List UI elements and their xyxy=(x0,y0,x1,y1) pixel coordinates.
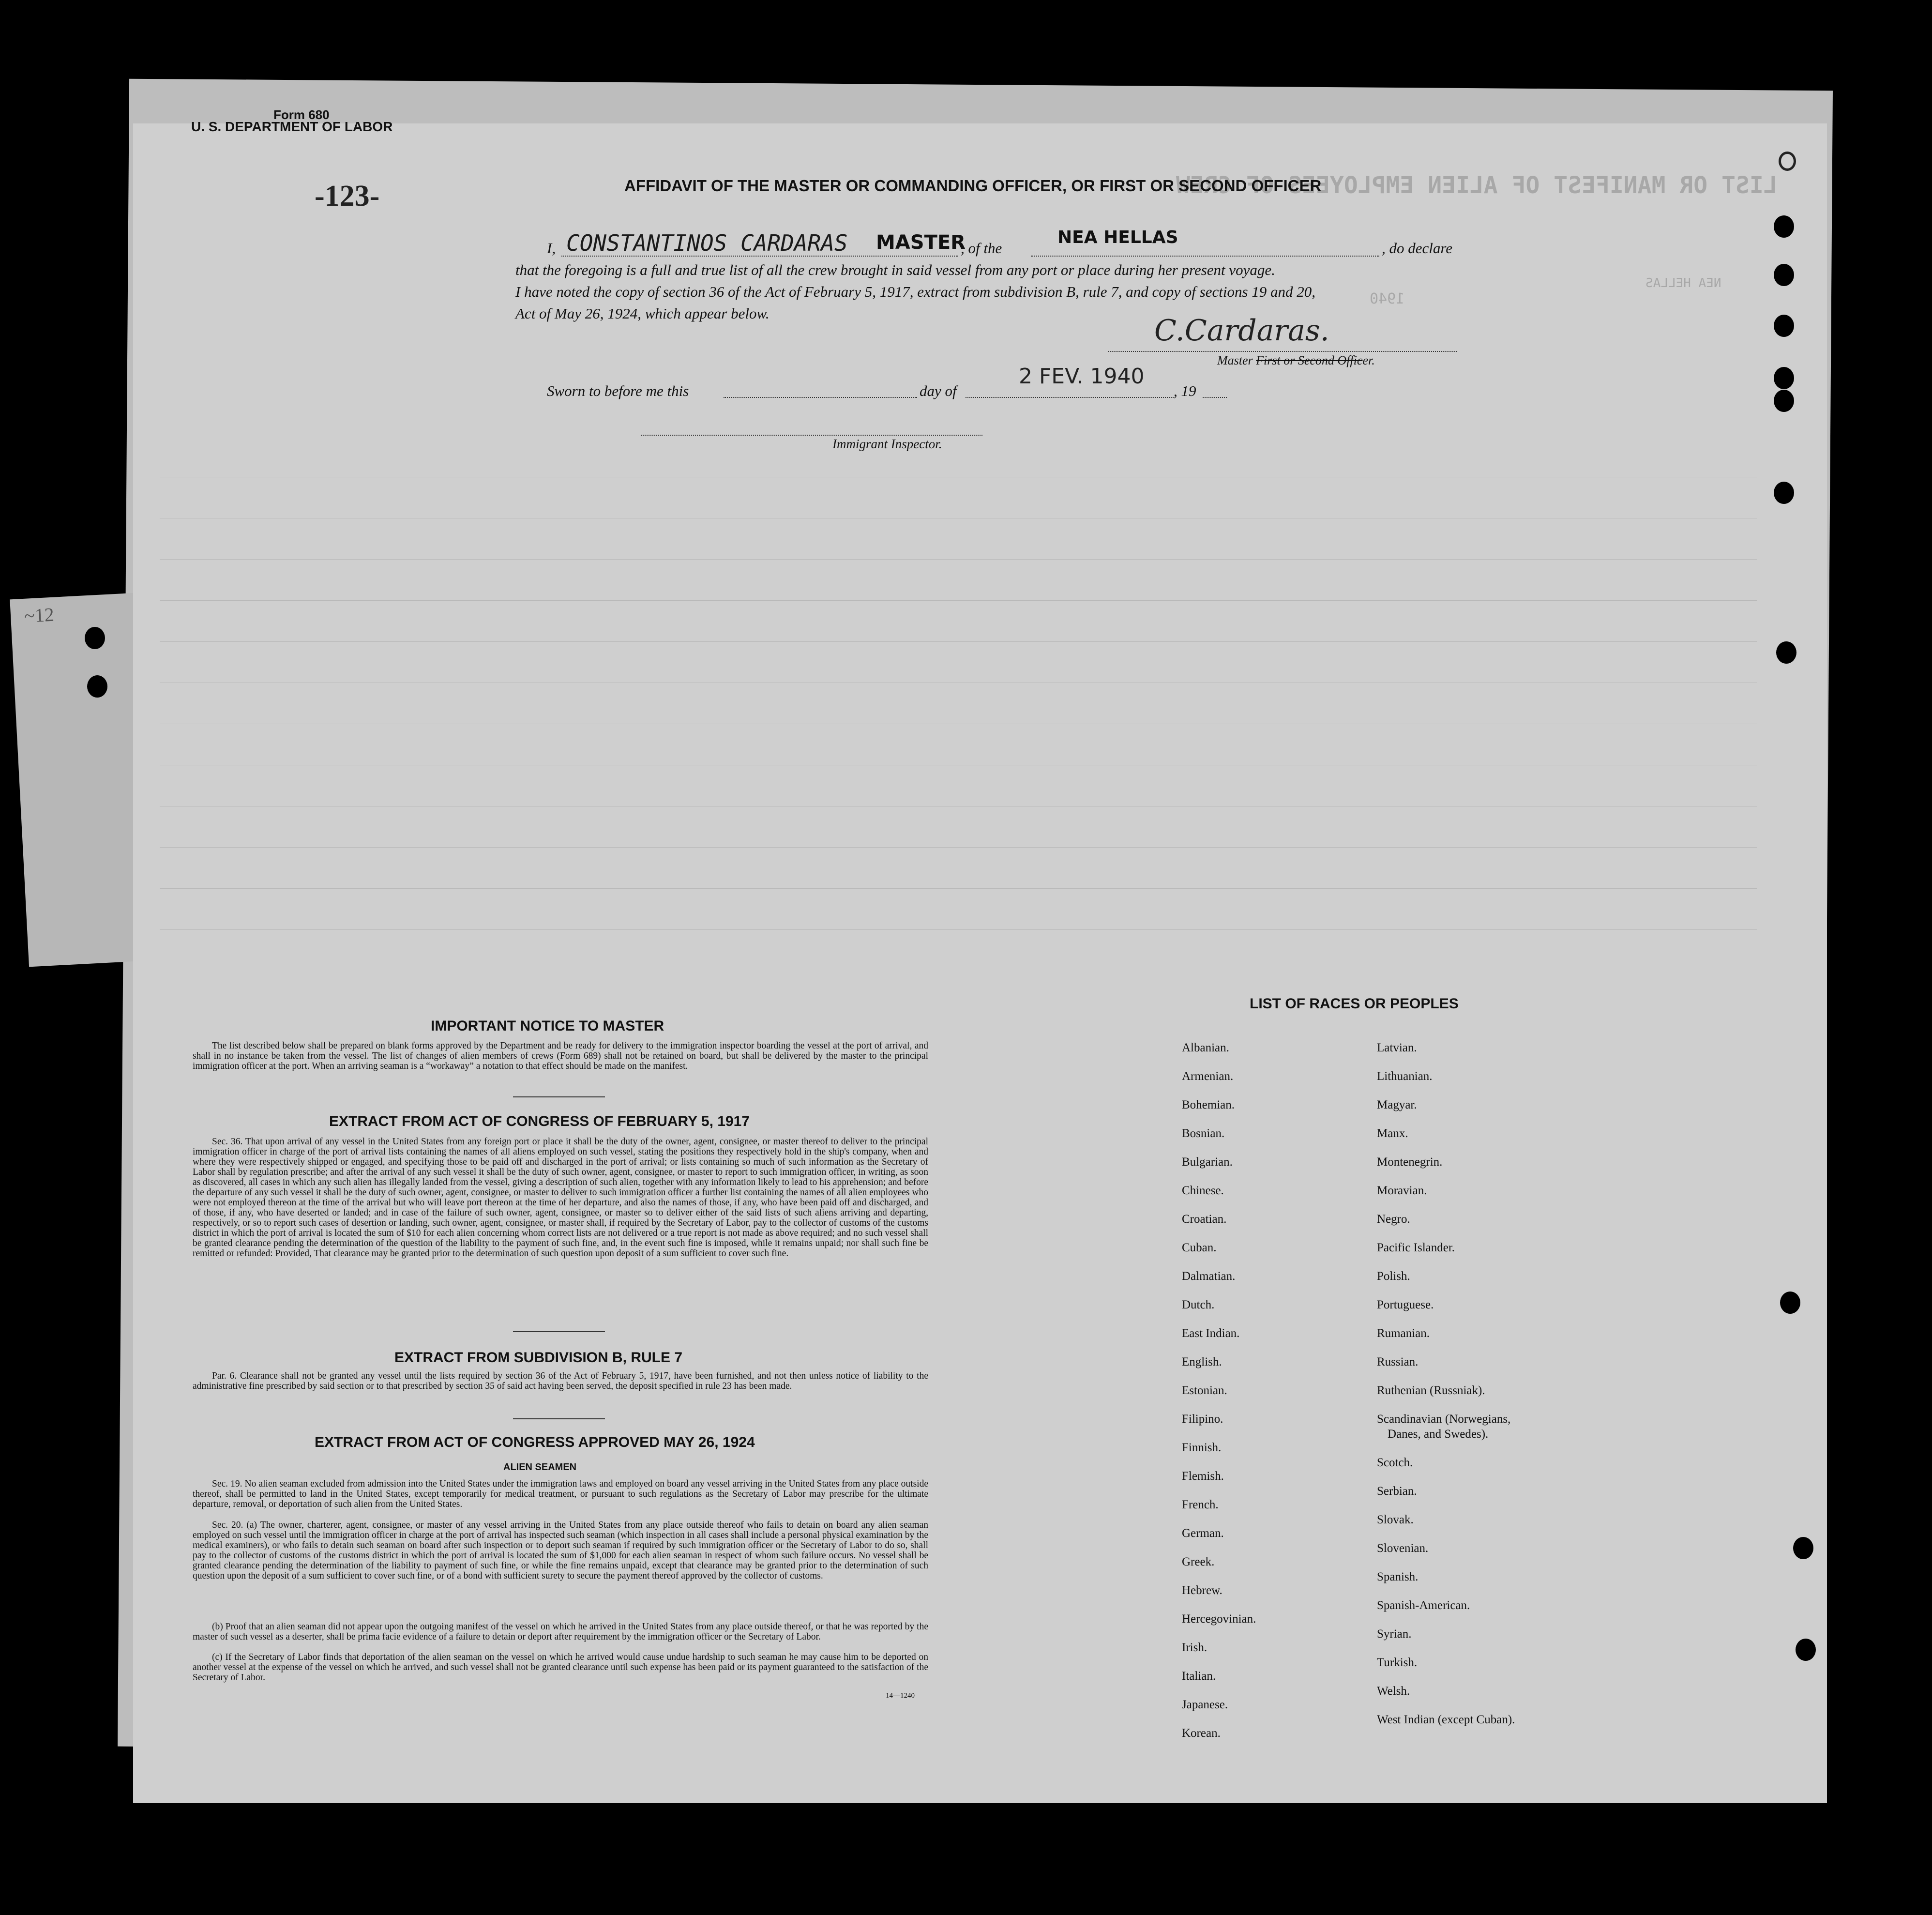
punch-hole xyxy=(1774,264,1794,286)
race-item: Serbian. xyxy=(1377,1485,1417,1498)
declaration-line-3: I have noted the copy of section 36 of the Act of February 5, 1917, extract from subdivision B, rule 7, and copy of sections 19 and 20, xyxy=(515,283,1316,300)
page-mark: -123- xyxy=(315,180,380,213)
race-item: Armenian. xyxy=(1182,1070,1234,1083)
race-item: Japanese. xyxy=(1182,1698,1228,1711)
print-code: 14—1240 xyxy=(886,1692,915,1700)
race-item: Syrian. xyxy=(1377,1627,1412,1641)
name-underline xyxy=(561,256,958,257)
sworn-month-line xyxy=(966,397,1174,398)
race-item: Italian. xyxy=(1182,1670,1216,1683)
subdivision-text: Par. 6. Clearance shall not be granted any vessel until the lists required by section 36 of the Act of February 5, 1917, have been furnished, and not then unless notice of liability to the administrative fine prescribed by said section or to that prescribed by section 35 of said act having been served, the deposit specified in rule 23 has been made. xyxy=(193,1371,928,1391)
race-item: Moravian. xyxy=(1377,1184,1427,1197)
act-1917-text: Sec. 36. That upon arrival of any vessel in the United States from any foreign port or place it shall be the duty of the owner, agent, consignee, or master thereof to deliver to the principal immigration officer in charge of the port of arrival lists containing the names of all aliens employed on such vessel, stating the positions they respectively hold in the ship's company, when and where they were respectively shipped or engaged, and specifying those to be paid off and discharged in the port of arrival; or lists containing so much of such information as the Secretary of Labor shall by regulation prescribe; and after the arrival of any such vessel it shall be the duty of such owner, agent, consignee, or master to report to such immigration officer, in writing, as soon as discovered, all cases in which any such alien has illegally landed from the vessel, giving a description of such alien, together with any information likely to lead to his apprehension; and before the departure of any such vessel it shall be the duty of such owner, agent, consignee, or master to deliver to such immigration officer a further list containing the names of all alien employees who were not employed thereon at the time of the arrival but who will leave port thereon at the time of her departure, and also the names of those, if any, who have been paid off and discharged, and of those, if any, who have deserted or landed; and in case of the failure of such owner, agent, consignee, or master so to deliver either of the said lists of such aliens arriving and departing, respectively, or so to report such cases of desertion or landing, such owner, agent, consignee, or master shall, if required by the Secretary of Labor, pay to the collector of customs of the customs district in which the port of arrival is located the sum of $10 for each alien concerning whom correct lists are not delivered or a true report is not made as above required; and no such vessel shall be granted clearance pending the determination of the question of the liability to the payment of such fine, and, in the event such fine is imposed, while it remains unpaid; nor shall such fine be remitted or refunded: Provided, That clearance may be granted prior to the determination of such question upon deposit of a sum sufficient to cover such fine. xyxy=(193,1137,928,1259)
declaration-line-4: Act of May 26, 1924, which appear below. xyxy=(515,305,770,322)
race-item: Hebrew. xyxy=(1182,1584,1223,1597)
notice-title: IMPORTANT NOTICE TO MASTER xyxy=(431,1018,664,1034)
race-item: Ruthenian (Russniak). xyxy=(1377,1384,1485,1397)
race-item: Slovak. xyxy=(1377,1513,1414,1526)
day-of-text: day of xyxy=(920,382,957,399)
race-item: Filipino. xyxy=(1182,1413,1223,1426)
alien-seamen-subtitle: ALIEN SEAMEN xyxy=(503,1462,577,1473)
inspector-line xyxy=(641,435,982,436)
act-1924-title: EXTRACT FROM ACT OF CONGRESS APPROVED MAY 26, 1924 xyxy=(315,1434,755,1450)
sec-20a-text: Sec. 20. (a) The owner, charterer, agent, consignee, or master of any vessel arriving in the United States from any place outside thereof who fails to detain on board any alien seaman employed on such vessel until the immigration officer in charge at the port of arrival has inspected such seaman (which inspection in all cases shall include a personal physical examination by the medical examiners), or who fails to detain such seaman on board after such inspection or to deport such seaman if required by such immigration officer or the Secretary of Labor to do so, shall pay to the collector of customs of the customs district in which the port of arrival is located the sum of $1,000 for each alien seaman in respect of whom such failure occurs. No vessel shall be granted clearance pending the determination of the liability to payment of such fine, or while the fine remains unpaid, except that clearance may be granted prior to the determination of such question upon the deposit of a sum sufficient to cover such fine, or of a bond with sufficient surety to secure the payment thereof approved by the collector of customs. xyxy=(193,1520,928,1581)
inspector-label: Immigrant Inspector. xyxy=(832,437,942,451)
race-item: Danes, and Swedes). xyxy=(1388,1428,1489,1441)
of-the-text: , of the xyxy=(961,240,1002,257)
race-item: Korean. xyxy=(1182,1727,1221,1740)
race-item: German. xyxy=(1182,1527,1224,1540)
race-item: Irish. xyxy=(1182,1641,1208,1654)
do-declare-text: , do declare xyxy=(1382,240,1453,257)
races-left-column xyxy=(1182,1033,1256,1748)
race-item: Bohemian. xyxy=(1182,1098,1235,1111)
punch-hole xyxy=(1774,482,1794,504)
race-item: Bulgarian. xyxy=(1182,1155,1233,1169)
sec-19-text: Sec. 19. No alien seaman excluded from admission into the United States under the immigration laws and employed on board any vessel arriving in the United States from any place outside thereof, shall be permitted to land in the United States, except temporarily for medical treatment, or pursuant to such regulations as the Secretary of Labor may prescribe for the ultimate departure, removal, or deportation of such alien from the United States. xyxy=(193,1479,928,1509)
race-item: Hercegovinian. xyxy=(1182,1612,1256,1626)
race-item: Albanian. xyxy=(1182,1041,1229,1054)
race-item: Bosnian. xyxy=(1182,1127,1225,1140)
date-stamp: 2 FEV. 1940 xyxy=(1019,364,1145,389)
bleed-through-heading: LIST OR MANIFEST OF ALIEN EMPLOYEES OF CREW xyxy=(1176,172,1778,199)
punch-hole xyxy=(1796,1639,1816,1661)
race-item: Estonian. xyxy=(1182,1384,1227,1397)
race-item: Manx. xyxy=(1377,1127,1408,1140)
sworn-year-line xyxy=(1203,397,1227,398)
race-item: Croatian. xyxy=(1182,1213,1227,1226)
signature-line xyxy=(1108,351,1457,352)
race-item: Spanish. xyxy=(1377,1570,1419,1583)
signer-label xyxy=(1217,353,1375,368)
signer-label-struck: First or Second Offic xyxy=(1256,353,1363,367)
race-item: Slovenian. xyxy=(1377,1542,1429,1555)
race-item: Dalmatian. xyxy=(1182,1270,1236,1283)
punch-hole xyxy=(1780,1292,1800,1314)
divider xyxy=(513,1418,605,1419)
race-item: Cuban. xyxy=(1182,1241,1217,1254)
race-item: English. xyxy=(1182,1355,1222,1368)
race-item: Russian. xyxy=(1377,1355,1419,1368)
vessel-underline xyxy=(1031,256,1379,257)
race-item: Negro. xyxy=(1377,1213,1410,1226)
race-item: Dutch. xyxy=(1182,1298,1215,1311)
races-title: LIST OF RACES OR PEOPLES xyxy=(1250,996,1459,1012)
signer-label-master: Master xyxy=(1217,353,1253,367)
race-item: French. xyxy=(1182,1498,1219,1511)
race-item: Turkish. xyxy=(1377,1656,1418,1669)
punch-hole xyxy=(1776,641,1796,664)
bleed-row xyxy=(160,559,1757,560)
bleed-through-vessel: NEA HELLAS xyxy=(1645,276,1721,290)
race-item: Scandinavian (Norwegians, xyxy=(1377,1413,1511,1426)
race-item: Spanish-American. xyxy=(1377,1599,1470,1612)
bleed-row xyxy=(160,888,1757,889)
race-item: Scotch. xyxy=(1377,1456,1413,1469)
race-item: Chinese. xyxy=(1182,1184,1224,1197)
punch-hole xyxy=(1774,390,1794,412)
bleed-row xyxy=(160,929,1757,930)
sworn-text: Sworn to before me this xyxy=(547,382,689,399)
divider xyxy=(513,1096,605,1097)
punch-hole xyxy=(1779,152,1796,171)
race-item: Finnish. xyxy=(1182,1441,1222,1454)
divider xyxy=(513,1331,605,1332)
race-item: Welsh. xyxy=(1377,1685,1410,1698)
department-name: U. S. DEPARTMENT OF LABOR xyxy=(191,119,393,134)
races-right-column xyxy=(1377,1033,1515,1734)
race-item: West Indian (except Cuban). xyxy=(1377,1713,1515,1726)
race-item: Portuguese. xyxy=(1377,1298,1434,1311)
bleed-row xyxy=(160,641,1757,642)
sec-20b-text: (b) Proof that an alien seaman did not appear upon the outgoing manifest of the vessel on which he arrived in the United States from any place outside thereof, or that he was reported by the master of such vessel as a deserter, shall be prima facie evidence of a failure to detain or deport after requirement by the immigration officer or the Secretary of Labor. xyxy=(193,1622,928,1642)
bleed-row xyxy=(160,600,1757,601)
master-name: CONSTANTINOS CARDARAS xyxy=(566,230,848,256)
subdivision-title: EXTRACT FROM SUBDIVISION B, RULE 7 xyxy=(394,1350,683,1366)
race-item: Greek. xyxy=(1182,1555,1215,1568)
punch-hole xyxy=(1774,215,1794,238)
punch-hole xyxy=(1774,367,1794,389)
race-item: Magyar. xyxy=(1377,1098,1417,1111)
punch-hole xyxy=(1793,1537,1813,1559)
race-item: Montenegrin. xyxy=(1377,1155,1443,1169)
master-rank: MASTER xyxy=(876,231,966,254)
declaration-line-2: that the foregoing is a full and true list of all the crew brought in said vessel from any port or place during her present voyage. xyxy=(515,261,1275,278)
punch-hole xyxy=(1774,315,1794,337)
punch-hole xyxy=(85,627,105,649)
race-item: Latvian. xyxy=(1377,1041,1417,1054)
bleed-row xyxy=(160,847,1757,848)
punch-hole xyxy=(87,675,107,698)
race-item: Pacific Islander. xyxy=(1377,1241,1455,1254)
notice-text: The list described below shall be prepared on blank forms approved by the Department and be ready for delivery to the immigration inspector boarding the vessel at the port of arrival, and shall in no instance be taken from the vessel. The list of changes of alien members of crews (Form 689) shall not be retained on board, but shall be delivered by the master to the principal immigration officer at the port. When an arriving seaman is a “workaway” a notation to that effect should be made on the manifest. xyxy=(193,1041,928,1071)
race-item: Flemish. xyxy=(1182,1470,1224,1483)
master-signature: C.Cardaras. xyxy=(1154,314,1329,348)
i-prefix: I, xyxy=(547,240,556,257)
vessel-name: NEA HELLAS xyxy=(1057,228,1178,247)
bleed-through-year: 1940 xyxy=(1370,290,1405,307)
race-item: Polish. xyxy=(1377,1270,1410,1283)
year-prefix: , 19 xyxy=(1174,382,1196,399)
act-1917-title: EXTRACT FROM ACT OF CONGRESS OF FEBRUARY 5, 1917 xyxy=(329,1113,750,1129)
affidavit-title: AFFIDAVIT OF THE MASTER OR COMMANDING OFFICER, OR FIRST OR SECOND OFFICER xyxy=(624,177,1322,195)
form-number: Form 680 xyxy=(273,107,330,122)
sec-20c-text: (c) If the Secretary of Labor finds that deportation of the alien seaman on the vessel on which he arrived would cause undue hardship to such seaman he may cause him to be deported on another vessel at the expense of the vessel on which he arrived, and such vessel shall not be granted clearance until such expense has been paid or its payment guaranteed to the satisfaction of the Secretary of Labor. xyxy=(193,1652,928,1683)
signer-label-tail: er. xyxy=(1362,353,1375,367)
race-item: Rumanian. xyxy=(1377,1327,1430,1340)
sworn-day-line xyxy=(724,397,917,398)
side-tab-mark: ~12 xyxy=(23,603,55,627)
race-item: East Indian. xyxy=(1182,1327,1240,1340)
race-item: Lithuanian. xyxy=(1377,1070,1433,1083)
